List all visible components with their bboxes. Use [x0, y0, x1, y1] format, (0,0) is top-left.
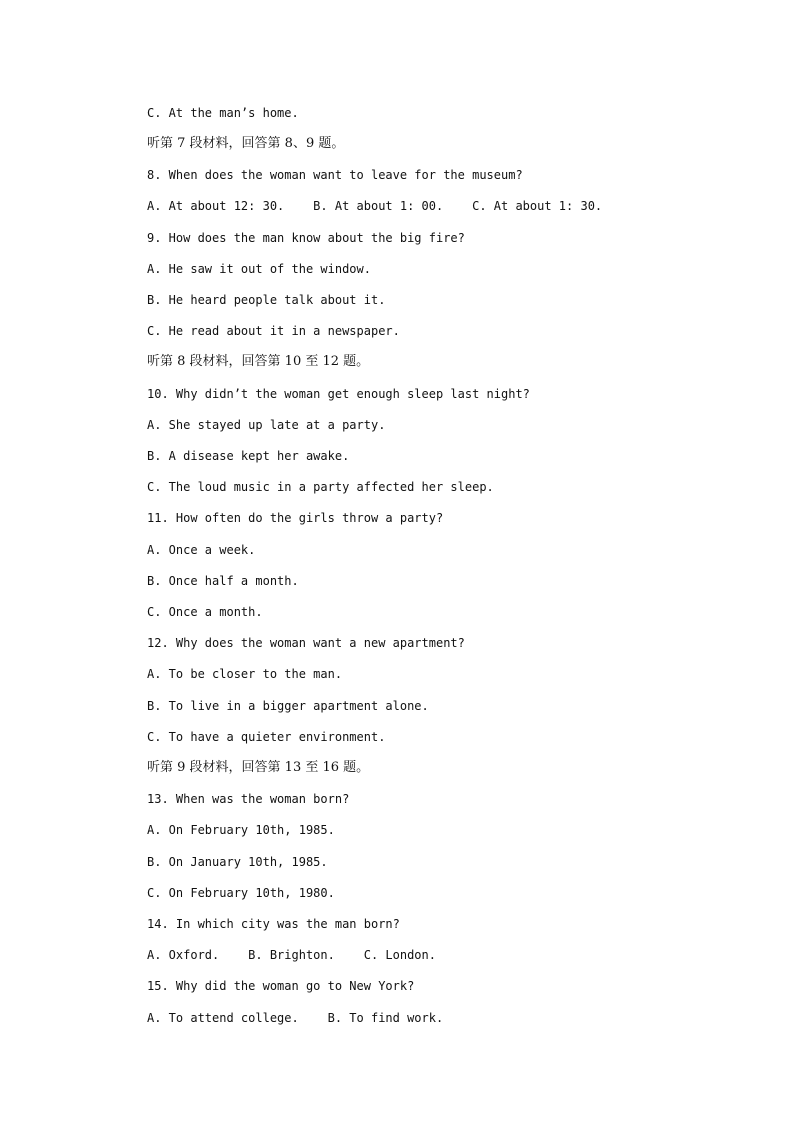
- option-a-q11: A. Once a week.: [147, 543, 256, 557]
- options-q8: A. At about 12: 30. B. At about 1: 00. C. At about 1: 30.: [147, 199, 603, 213]
- option-b-q10: B. A disease kept her awake.: [147, 449, 350, 463]
- section-heading-8: 听第 8 段材料，回答第 10 至 12 题。: [147, 354, 370, 369]
- option-c-q13: C. On February 10th, 1980.: [147, 886, 335, 900]
- option-c-q10: C. The loud music in a party affected her sleep.: [147, 480, 494, 494]
- option-b-q11: B. Once half a month.: [147, 574, 299, 588]
- option-a-q13: A. On February 10th, 1985.: [147, 823, 335, 837]
- option-c-q12: C. To have a quieter environment.: [147, 730, 386, 744]
- section-heading-7: 听第 7 段材料，回答第 8、9 题。: [147, 136, 345, 151]
- question-14: 14. In which city was the man born?: [147, 917, 400, 931]
- option-b-q9: B. He heard people talk about it.: [147, 293, 386, 307]
- option-a-q12: A. To be closer to the man.: [147, 667, 343, 681]
- question-10: 10. Why didn’t the woman get enough sleep last night?: [147, 387, 530, 401]
- question-13: 13. When was the woman born?: [147, 792, 350, 806]
- question-8: 8. When does the woman want to leave for the museum?: [147, 168, 523, 182]
- option-a-q10: A. She stayed up late at a party.: [147, 418, 386, 432]
- option-c-q11: C. Once a month.: [147, 605, 263, 619]
- question-12: 12. Why does the woman want a new apartment?: [147, 636, 465, 650]
- question-9: 9. How does the man know about the big fire?: [147, 231, 465, 245]
- section-heading-9: 听第 9 段材料，回答第 13 至 16 题。: [147, 760, 370, 775]
- options-q15: A. To attend college. B. To find work.: [147, 1011, 444, 1025]
- option-b-q12: B. To live in a bigger apartment alone.: [147, 699, 429, 713]
- option-a-q9: A. He saw it out of the window.: [147, 262, 371, 276]
- question-11: 11. How often do the girls throw a party?: [147, 511, 444, 525]
- option-c-q7: C. At the man’s home.: [147, 106, 299, 120]
- option-b-q13: B. On January 10th, 1985.: [147, 855, 328, 869]
- question-15: 15. Why did the woman go to New York?: [147, 979, 415, 993]
- options-q14: A. Oxford. B. Brighton. C. London.: [147, 948, 436, 962]
- option-c-q9: C. He read about it in a newspaper.: [147, 324, 400, 338]
